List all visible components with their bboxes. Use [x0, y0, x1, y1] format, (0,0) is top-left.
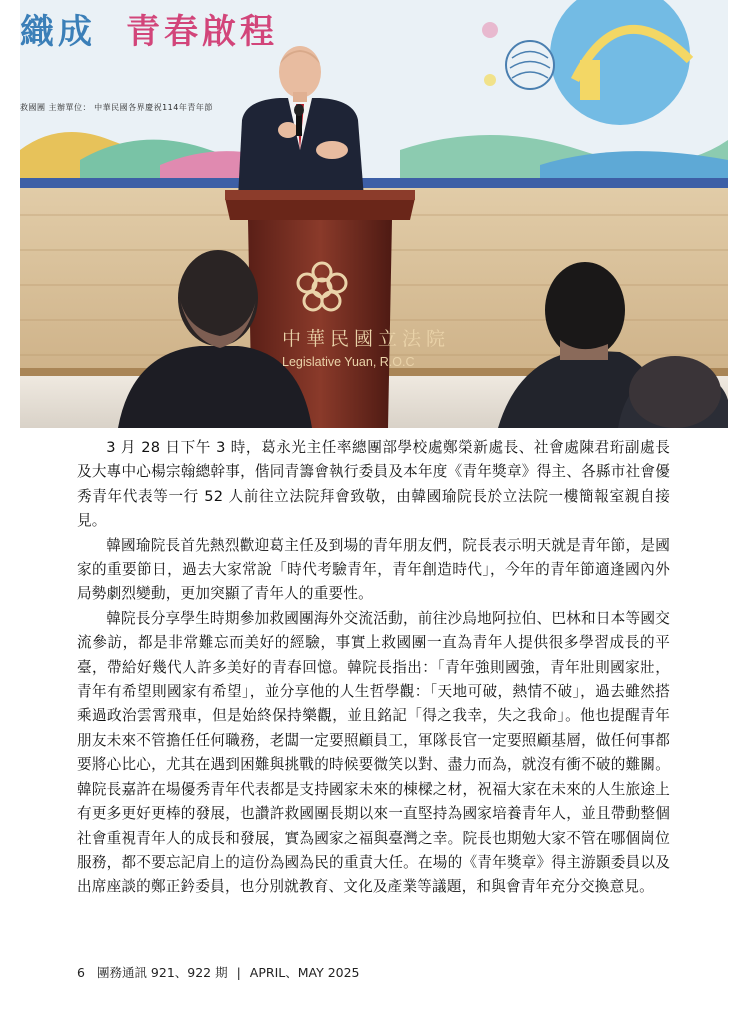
podium-label-english: Legislative Yuan, R.O.C	[282, 355, 415, 369]
banner-title	[20, 4, 278, 53]
footer-separator: |	[236, 965, 241, 980]
page-footer	[77, 963, 360, 981]
publication-date: APRIL、MAY 2025	[249, 965, 360, 980]
banner-title-right: 青春啟程	[126, 12, 278, 52]
article-paragraph-2: 韓國瑜院長首先熱烈歡迎葛主任及到場的青年朋友們，院長表示明天就是青年節，是國家的重要節日，過去大家常說「時代考驗青年，青年創造時代」，今年的青年節適逢國內外局勢劇烈變動，更加突顯了青年人的重要性。	[77, 536, 670, 603]
podium-label-chinese: 中華民國立法院	[282, 328, 451, 350]
podium-label	[282, 324, 451, 369]
banner-title-left: 織成	[20, 12, 96, 52]
page-number: 6	[77, 965, 85, 980]
article-paragraph-3: 韓院長分享學生時期參加救國團海外交流活動，前往沙烏地阿拉伯、巴林和日本等國交流參訪，都是非常難忘而美好的經驗，事實上救國團一直為青年人提供很多學習成長的平臺，帶給好幾代人許多美好的青春回憶。韓院長指出：「青年強則國強，青年壯則國家壯，青年有希望則國家有希望」，並分享他的人生哲學觀：「天地可破，熱情不破」，過去雖然搭乘過政治雲霄飛車，但是始終保持樂觀，並且銘記「得之我幸，失之我命」。他也提醒青年朋友未來不管擔任任何職務，老闆一定要照顧員工，軍隊長官一定要照顧基層，做任何事都要將心比心，尤其在遇到困難與挑戰的時候要微笑以對、盡力而為，就沒有衝不破的難關。韓院長嘉許在場優秀青年代表都是支持國家未來的棟樑之材，祝福大家在未來的人生旅途上有更多更好更棒的發展，也讚許救國團長期以來一直堅持為國家培養青年人，並且帶動整個社會重視青年人的成長和發展，實為國家之福與臺灣之幸。院長也期勉大家不管在哪個崗位服務，都不要忘記肩上的這份為國為民的重責大任。在場的《青年獎章》得主游顥委員以及出席座談的鄭正鈐委員，也分別就教育、文化及產業等議題，和與會青年充分交換意見。	[77, 609, 670, 896]
banner-subtitle: 救國團 主辦單位： 中華民國各界慶祝114年青年節	[20, 103, 213, 112]
article-paragraph-1: 3 月 28 日下午 3 時，葛永光主任率總團部學校處鄭榮新處長、社會處陳君珩副處長及大專中心楊宗翰總幹事，偕同青籌會執行委員及本年度《青年獎章》得主、各縣市社會優秀青年代表等一行 52 人前往立法院拜會致敬，由韓國瑜院長於立法院一樓簡報室親自接見。	[77, 439, 670, 530]
article-body	[77, 436, 670, 900]
event-photo	[20, 0, 728, 428]
publication-name: 團務通訊 921、922 期	[96, 965, 228, 980]
